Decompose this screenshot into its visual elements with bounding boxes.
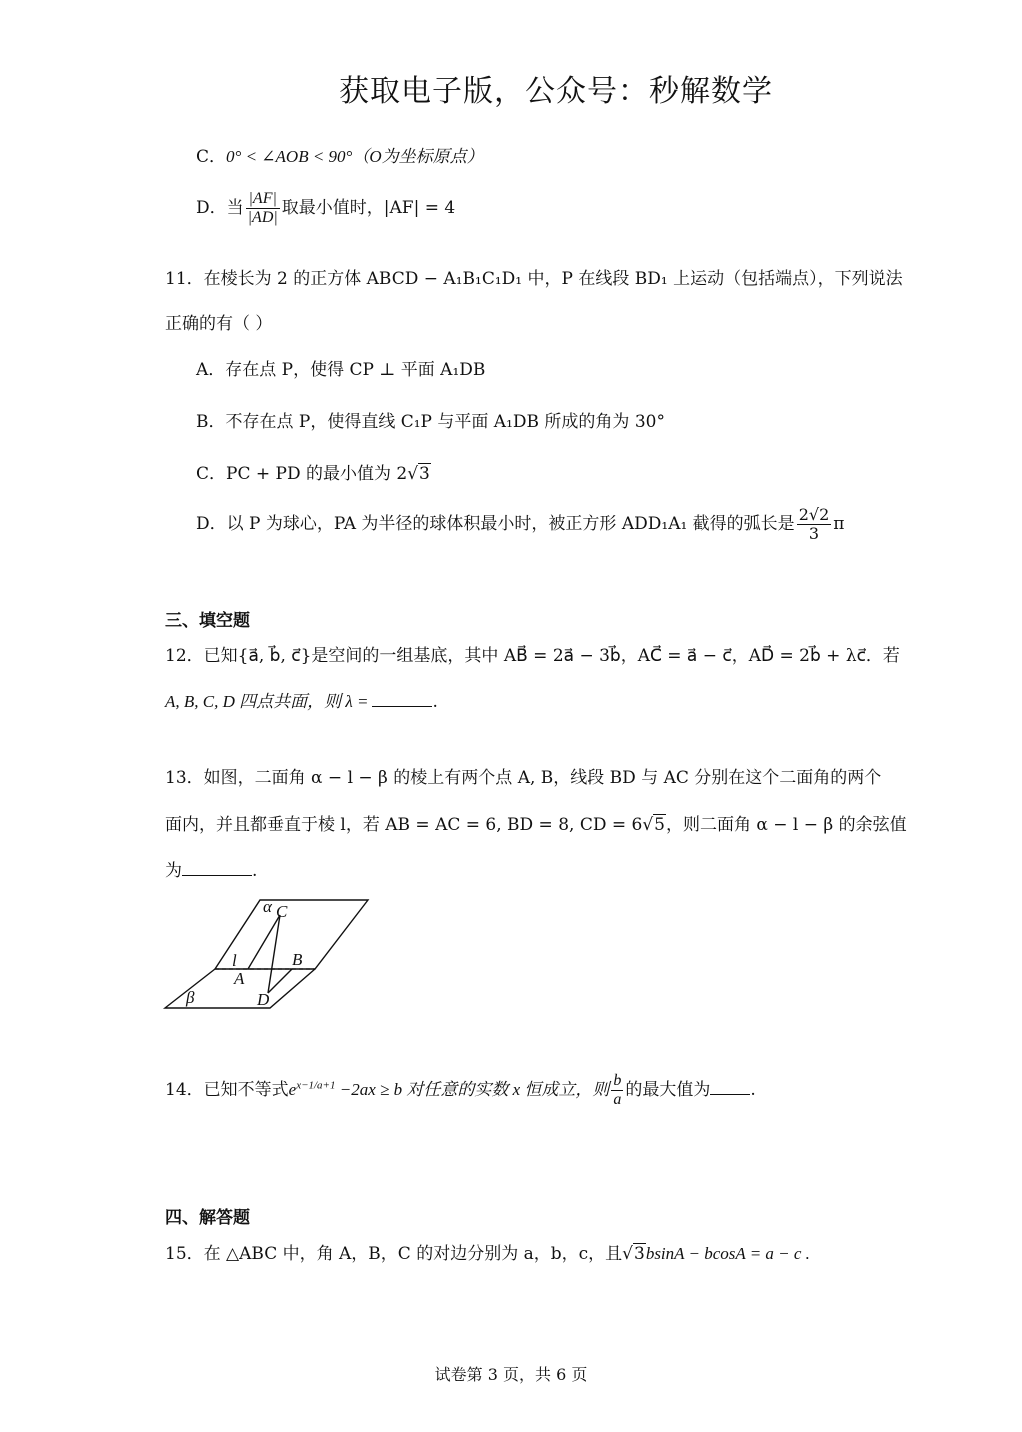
q10-option-d-pre: 当 [226, 198, 244, 218]
label-c: C [276, 902, 288, 921]
q15-radicand: 3 [633, 1244, 645, 1264]
label-d: D [257, 990, 270, 1009]
section-fill-in-title: 三、填空题 [165, 611, 250, 631]
q15-text-post: bsinA − bcosA = a − c . [645, 1244, 810, 1263]
q14-fraction-numerator: b [613, 1072, 622, 1089]
page-footer: 试卷第 3 页，共 6 页 [434, 1365, 588, 1384]
q13-answer-blank [182, 859, 252, 876]
q10-option-c-label: C． [196, 147, 227, 167]
q13-line2: 面内，并且都垂直于棱 l，若 AB = AC = 6, BD = 8, CD = 6√5，则二面角 α − l − β 的余弦值 [165, 815, 907, 835]
label-alpha: α [263, 897, 272, 916]
q11-fraction-denominator: 3 [808, 524, 820, 543]
q14-line [165, 1072, 756, 1109]
q10-option-d-label: D． [196, 198, 227, 218]
q14-fraction-denominator: a [613, 1091, 622, 1108]
q10-fraction-numerator: |AF| [246, 190, 280, 209]
q14-exponent: x−1/a+1 [296, 1079, 336, 1092]
q14-fraction [611, 1072, 623, 1109]
dihedral-angle-figure [160, 895, 375, 1015]
q14-answer-blank [710, 1078, 750, 1095]
q10-option-c-text: 0° < ∠AOB < 90°（O为坐标原点） [226, 147, 484, 166]
section-solution-title: 四、解答题 [165, 1208, 250, 1228]
q12-period: . [432, 692, 438, 712]
q13-line3-text: 为 [165, 861, 182, 881]
q11-option-d-text: D．以 P 为球心，PA 为半径的球体积最小时，被正方形 ADD₁A₁ 截得的弧长是 [196, 514, 795, 534]
q14-text-mid: −2ax ≥ b 对任意的实数 x 恒成立，则 [335, 1080, 610, 1099]
label-b: B [292, 950, 303, 969]
q10-option-d-post: 取最小值时，|AF| = 4 [281, 198, 456, 218]
q12-line2 [165, 690, 438, 713]
q13-line2-post: ，则二面角 α − l − β 的余弦值 [666, 815, 907, 835]
q11-option-d-fraction [797, 506, 832, 543]
q15-text-pre: 15．在 △ABC 中，角 A，B，C 的对边分别为 a，b，c，且 [165, 1244, 623, 1264]
q10-option-d-fraction [246, 190, 280, 227]
q11-option-d [196, 506, 844, 543]
label-l: l [232, 951, 237, 970]
segment-cd [268, 915, 280, 993]
q12-line1: 12．已知{a⃗, b⃗, c⃗}是空间的一组基底，其中 AB⃗ = 2a⃗ − 3b⃗，AC⃗ = a⃗ − c⃗，AD⃗ = 2b⃗ + λc⃗．若 [165, 646, 900, 666]
q14-period: . [750, 1080, 756, 1100]
q14-text-pre: 14．已知不等式 [165, 1080, 289, 1100]
q14-exp-base: e [288, 1080, 297, 1099]
q15-line: 15．在 △ABC 中，角 A，B，C 的对边分别为 a，b，c，且√3bsinA − bcosA = a − c . [165, 1244, 810, 1264]
q11-option-c: C．PC + PD 的最小值为 2√3 [196, 464, 430, 484]
q11-stem-line1: 11．在棱长为 2 的正方体 ABCD − A₁B₁C₁D₁ 中，P 在线段 BD₁ 上运动（包括端点），下列说法 [165, 269, 903, 289]
label-a: A [234, 969, 245, 988]
q11-option-b: B．不存在点 P，使得直线 C₁P 与平面 A₁DB 所成的角为 30° [196, 412, 665, 432]
page-header-title: 获取电子版，公众号：秒解数学 [339, 74, 773, 109]
q10-fraction-denominator: |AD| [247, 209, 278, 226]
label-beta: β [186, 988, 195, 1007]
q13-line3 [165, 859, 257, 882]
q11-option-c-text: C．PC + PD 的最小值为 2 [196, 464, 408, 484]
q12-answer-blank [372, 690, 432, 707]
q10-option-d [196, 190, 455, 227]
q13-radicand: 5 [654, 815, 665, 835]
q10-option-c [196, 146, 484, 168]
q12-line2-text: A, B, C, D 四点共面，则 λ = [165, 692, 369, 711]
q11-option-c-radicand: 3 [419, 464, 430, 484]
q13-period: . [252, 861, 258, 881]
q11-fraction-numerator: 2√2 [798, 505, 830, 524]
q11-stem-line2: 正确的有（ ） [165, 314, 273, 334]
q13-line2-text: 面内，并且都垂直于棱 l，若 AB = AC = 6, BD = 8, CD = 6 [165, 815, 643, 835]
q11-option-d-pi: π [833, 514, 845, 534]
q13-line1: 13．如图，二面角 α − l − β 的棱上有两个点 A, B，线段 BD 与 AC 分别在这个二面角的两个 [165, 768, 882, 788]
q11-option-a: A．存在点 P，使得 CP ⊥ 平面 A₁DB [196, 360, 486, 380]
q14-text-post: 的最大值为 [625, 1080, 711, 1100]
